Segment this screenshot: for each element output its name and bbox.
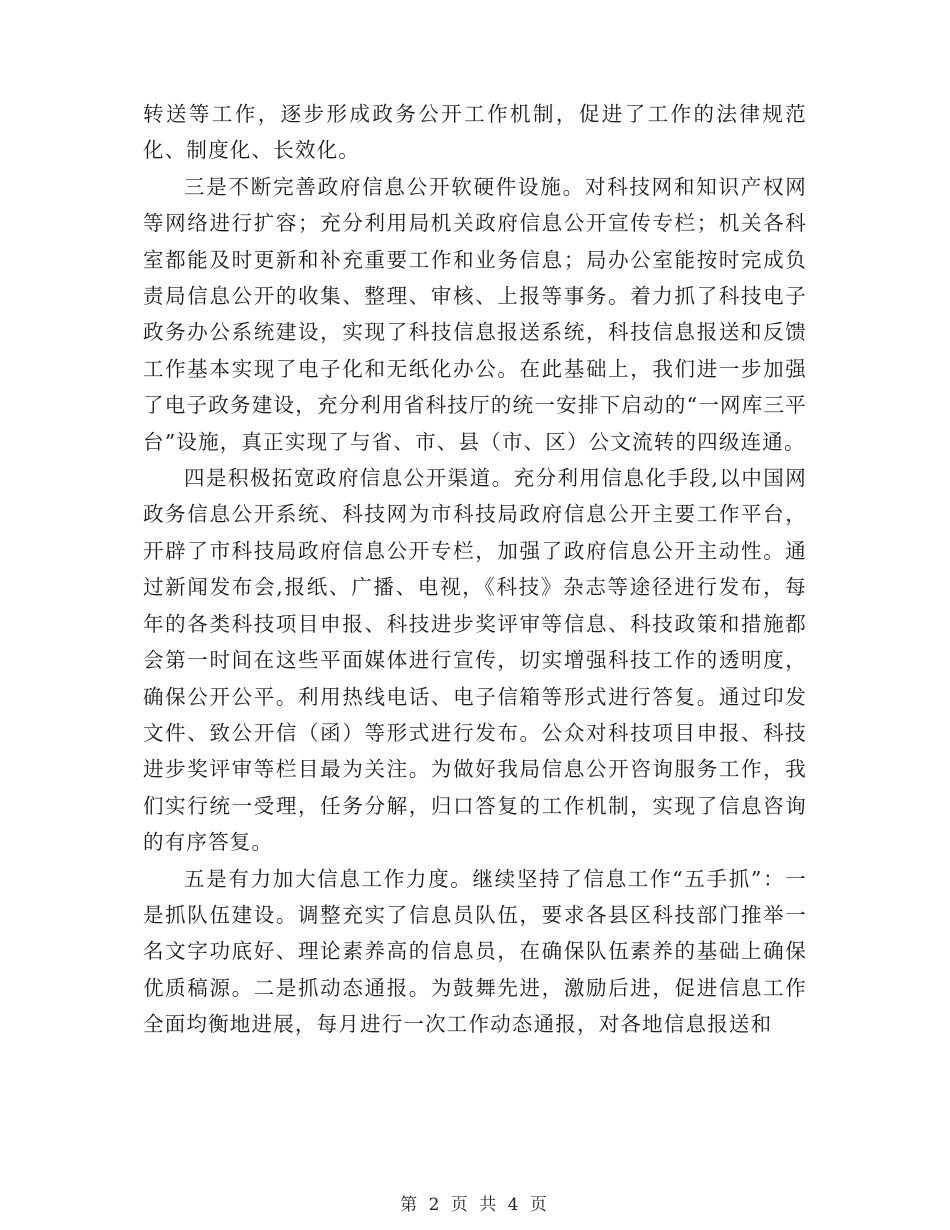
paragraph-3-software-hardware: 三是不断完善政府信息公开软硬件设施。对科技网和知识产权网等网络进行扩容；充分利用局机关政府信息公开宣传专栏；机关各科室都能及时更新和补充重要工作和业务信息；局办公室能按时完成负责局信息公开的收集、整理、审核、上报等事务。着力抓了科技电子政务办公系统建设，实现了科技信息报送系统，科技信息报送和反馈工作基本实现了电子化和无纸化办公。在此基础上，我们进一步加强了电子政务建设，充分利用省科技厅的统一安排下启动的“一网库三平台”设施，真正实现了与省、市、县（市、区）公文流转的四级连通。 <box>143 174 807 454</box>
paragraph-continued: 转送等工作，逐步形成政务公开工作机制，促进了工作的法律规范化、制度化、长效化。 <box>143 102 807 163</box>
body-text <box>143 96 807 1043</box>
page-number-footer: 第 2 页 共 4 页 <box>400 1195 550 1215</box>
paragraph-4-channels: 四是积极拓宽政府信息公开渠道。充分利用信息化手段,以中国网政务信息公开系统、科技网为市科技局政府信息公开主要工作平台，开辟了市科技局政府信息公开专栏，加强了政府信息公开主动性。通过新闻发布会,报纸、广播、电视，《科技》杂志等途径进行发布，每年的各类科技项目申报、科技进步奖评审等信息、科技政策和措施都会第一时间在这些平面媒体进行宣传，切实增强科技工作的透明度，确保公开公平。利用热线电话、电子信箱等形式进行答复。通过印发文件、致公开信（函）等形式进行发布。公众对科技项目申报、科技进步奖评审等栏目最为关注。为做好我局信息公开咨询服务工作，我们实行统一受理，任务分解，归口答复的工作机制，实现了信息咨询的有序答复。 <box>143 466 807 855</box>
paragraph-5-information-work: 五是有力加大信息工作力度。继续坚持了信息工作“五手抓”：一是抓队伍建设。调整充实了信息员队伍，要求各县区科技部门推举一名文字功底好、理论素养高的信息员，在确保队伍素养的基础上确保优质稿源。二是抓动态通报。为鼓舞先进，激励后进，促进信息工作全面均衡地进展，每月进行一次工作动态通报，对各地信息报送和 <box>143 866 807 1037</box>
